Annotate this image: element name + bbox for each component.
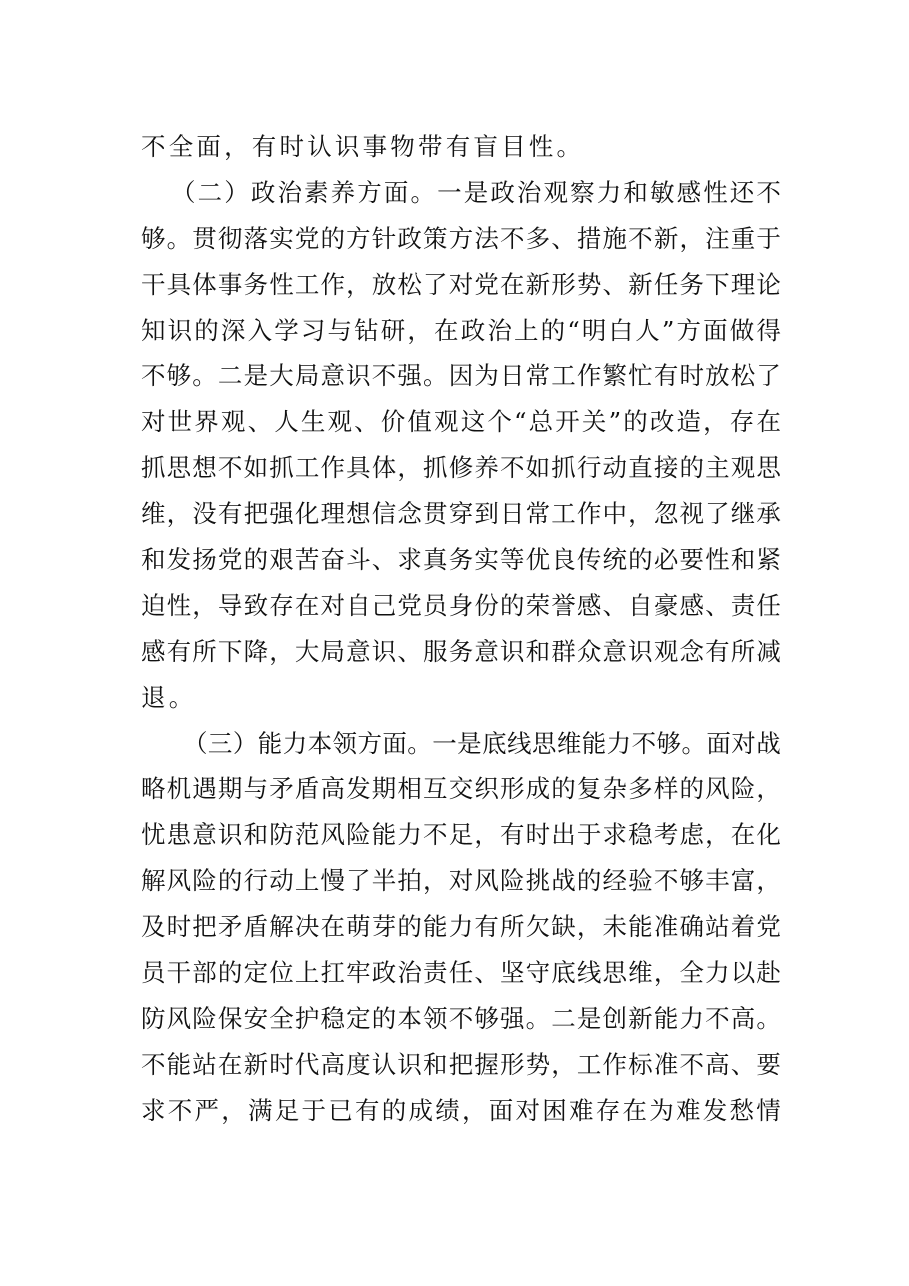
text-line: 及 时 把 矛 盾 解 决 在 萌 芽 的 能 力 有 所 欠 缺 ， 未 能 准 确 站 着 党 bbox=[141, 912, 781, 942]
text-line: 不全面，有时认识事物带有盲目性。 bbox=[141, 132, 585, 161]
text-line: 不 能 站 在 新 时 代 高 度 认 识 和 把 握 形 势 ， 工 作 标 准 不 高 、 要 bbox=[141, 1049, 781, 1079]
paragraph-heading-line: （ 二 ） 政 治 素 养 方 面 。 一 是 政 治 观 察 力 和 敏 感 性 还 不 bbox=[171, 177, 781, 207]
text-line: 感 有 所 下 降 ， 大 局 意 识 、 服 务 意 识 和 群 众 意 识 观 念 有 所 减 bbox=[141, 636, 781, 666]
document-body bbox=[141, 124, 781, 1134]
text-line: 抓 思 想 不 如 抓 工 作 具 体 ， 抓 修 养 不 如 抓 行 动 直 接 的 主 观 思 bbox=[141, 453, 781, 483]
text-line: 维 ， 没 有 把 强 化 理 想 信 念 贯 穿 到 日 常 工 作 中 ， 忽 视 了 继 承 bbox=[141, 499, 781, 529]
text-line: 不 够 。 二 是 大 局 意 识 不 强 。 因 为 日 常 工 作 繁 忙 有 时 放 松 了 bbox=[141, 361, 781, 391]
text-line: 退。 bbox=[141, 682, 197, 712]
text-line: 知 识 的 深 入 学 习 与 钻 研 ， 在 政 治 上 的 “ 明 白 人 ” 方 面 做 得 bbox=[141, 315, 781, 345]
paragraph-heading-line: （ 三 ） 能 力 本 领 方 面 。 一 是 底 线 思 维 能 力 不 够 。 面 对 战 bbox=[183, 728, 781, 758]
text-line: 和 发 扬 党 的 艰 苦 奋 斗 、 求 真 务 实 等 优 良 传 统 的 必 要 性 和 紧 bbox=[141, 545, 781, 575]
text-line: 对 世 界 观 、 人 生 观 、 价 值 观 这 个 “ 总 开 关 ” 的 改 造 ， 存 在 bbox=[141, 407, 781, 437]
text-line: 迫 性 ， 导 致 存 在 对 自 己 党 员 身 份 的 荣 誉 感 、 自 豪 感 、 责 任 bbox=[141, 590, 781, 620]
text-line: 忧 患 意 识 和 防 范 风 险 能 力 不 足 ， 有 时 出 于 求 稳 考 虑 ， 在 化 bbox=[141, 820, 781, 850]
text-line: 略 机 遇 期 与 矛 盾 高 发 期 相 互 交 织 形 成 的 复 杂 多 样 的 风 险 ， bbox=[141, 774, 781, 804]
text-line: 够 。 贯 彻 落 实 党 的 方 针 政 策 方 法 不 多 、 措 施 不 新 ， 注 重 于 bbox=[141, 223, 781, 253]
text-line: 员 干 部 的 定 位 上 扛 牢 政 治 责 任 、 坚 守 底 线 思 维 ， 全 力 以 赴 bbox=[141, 958, 781, 988]
text-line: 防 风 险 保 安 全 护 稳 定 的 本 领 不 够 强 。 二 是 创 新 能 力 不 高 。 bbox=[141, 1003, 781, 1033]
text-line: 干 具 体 事 务 性 工 作 ， 放 松 了 对 党 在 新 形 势 、 新 任 务 下 理 论 bbox=[141, 269, 781, 299]
text-line: 解 风 险 的 行 动 上 慢 了 半 拍 ， 对 风 险 挑 战 的 经 验 不 够 丰 富 ， bbox=[141, 866, 781, 896]
text-line: 求 不 严 ， 满 足 于 已 有 的 成 绩 ， 面 对 困 难 存 在 为 难 发 愁 情 bbox=[141, 1095, 781, 1125]
